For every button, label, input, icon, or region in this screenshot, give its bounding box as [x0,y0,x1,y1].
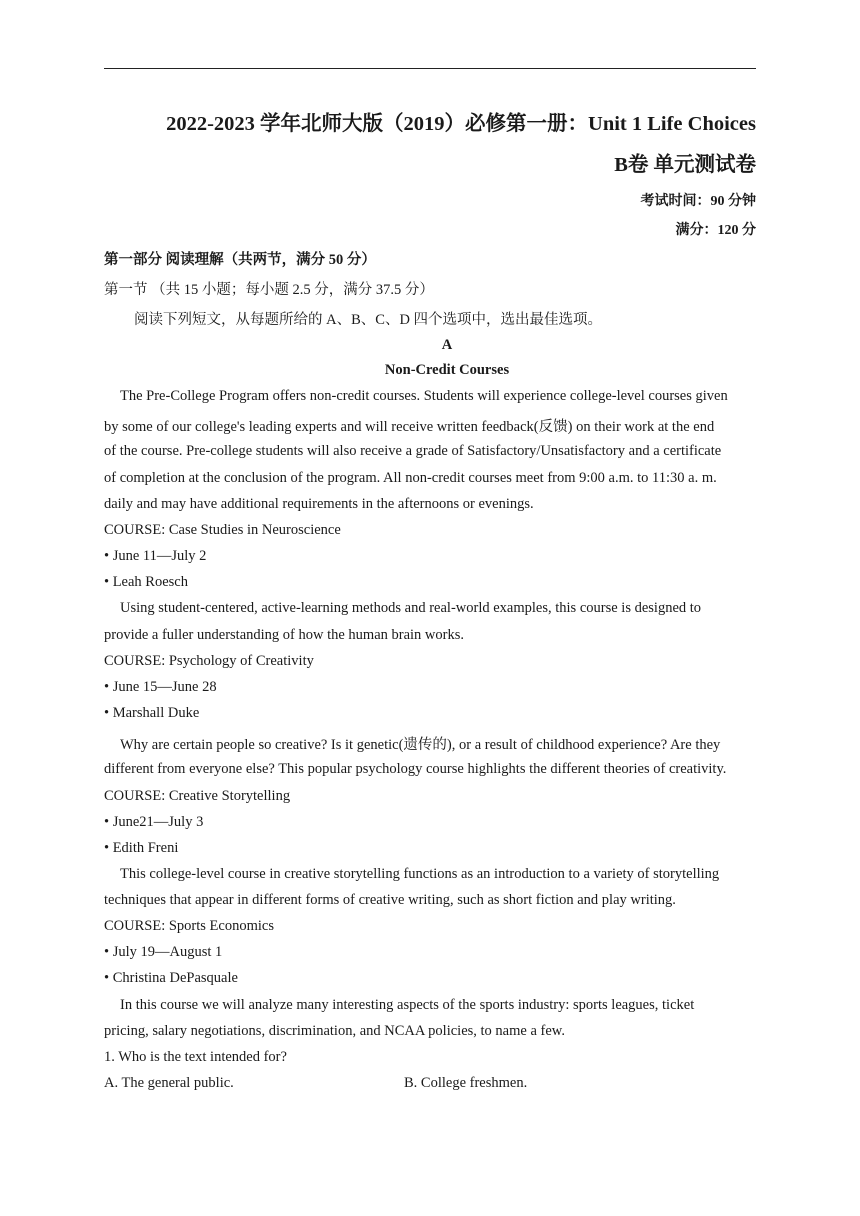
intro-line: by some of our college's leading experts and will receive written feedback(反馈) on their work at the end [104,419,715,435]
intro-line: The Pre-College Program offers non-credit courses. Students will experience college-level courses given [120,388,728,404]
course-description: techniques that appear in different forms of creative writing, such as short fiction and play writing. [104,892,676,908]
course-title: COURSE: Psychology of Creativity [104,653,314,669]
passage-label: A [441,337,453,353]
document-title-line1: 2022-2023 学年北师大版（2019）必修第一册：Unit 1 Life Choices [166,113,756,135]
course-instructor: • Edith Freni [104,840,179,856]
course-description: In this course we will analyze many interesting aspects of the sports industry: sports leagues, ticket [120,997,695,1013]
course-description: This college-level course in creative storytelling functions as an introduction to a variety of storytelling [120,866,720,882]
instruction: 阅读下列短文，从每题所给的 A、B、C、D 四个选项中，选出最佳选项。 [134,312,603,328]
exam-time: 考试时间：90 分钟 [640,194,756,209]
intro-line: daily and may have additional requirements in the afternoons or evenings. [104,496,534,512]
part-title: 第一部分 阅读理解（共两节，满分 50 分） [104,252,376,268]
course-instructor: • Marshall Duke [104,705,200,721]
header-rule [104,68,756,69]
option-a: A. The general public. [104,1075,234,1091]
course-description: provide a fuller understanding of how the human brain works. [104,627,464,643]
document-title-line2: B卷 单元测试卷 [614,154,756,176]
course-description: pricing, salary negotiations, discrimination, and NCAA policies, to name a few. [104,1023,565,1039]
option-b: B. College freshmen. [404,1075,528,1091]
course-title: COURSE: Sports Economics [104,918,274,934]
course-dates: • July 19—August 1 [104,944,223,960]
course-dates: • June21—July 3 [104,814,204,830]
course-title: COURSE: Case Studies in Neuroscience [104,522,341,538]
course-title: COURSE: Creative Storytelling [104,788,291,804]
subsection-title: 第一节 （共 15 小题；每小题 2.5 分，满分 37.5 分） [104,282,434,298]
course-description: Why are certain people so creative? Is it genetic(遗传的), or a result of childhood experience? Are they [120,737,721,753]
course-dates: • June 11—July 2 [104,548,207,564]
course-description: Using student-centered, active-learning methods and real-world examples, this course is designed to [120,600,702,616]
course-instructor: • Leah Roesch [104,574,188,590]
question-stem: 1. Who is the text intended for? [104,1049,287,1065]
full-score: 满分：120 分 [675,223,756,238]
passage-title: Non-Credit Courses [384,362,510,378]
intro-line: of completion at the conclusion of the program. All non-credit courses meet from 9:00 a.m. to 11:30 a. m. [104,470,717,486]
course-instructor: • Christina DePasquale [104,970,238,986]
course-description: different from everyone else? This popular psychology course highlights the different theories of creativity. [104,761,727,777]
intro-line: of the course. Pre-college students will also receive a grade of Satisfactory/Unsatisfactory and a certificate [104,443,722,459]
course-dates: • June 15—June 28 [104,679,217,695]
